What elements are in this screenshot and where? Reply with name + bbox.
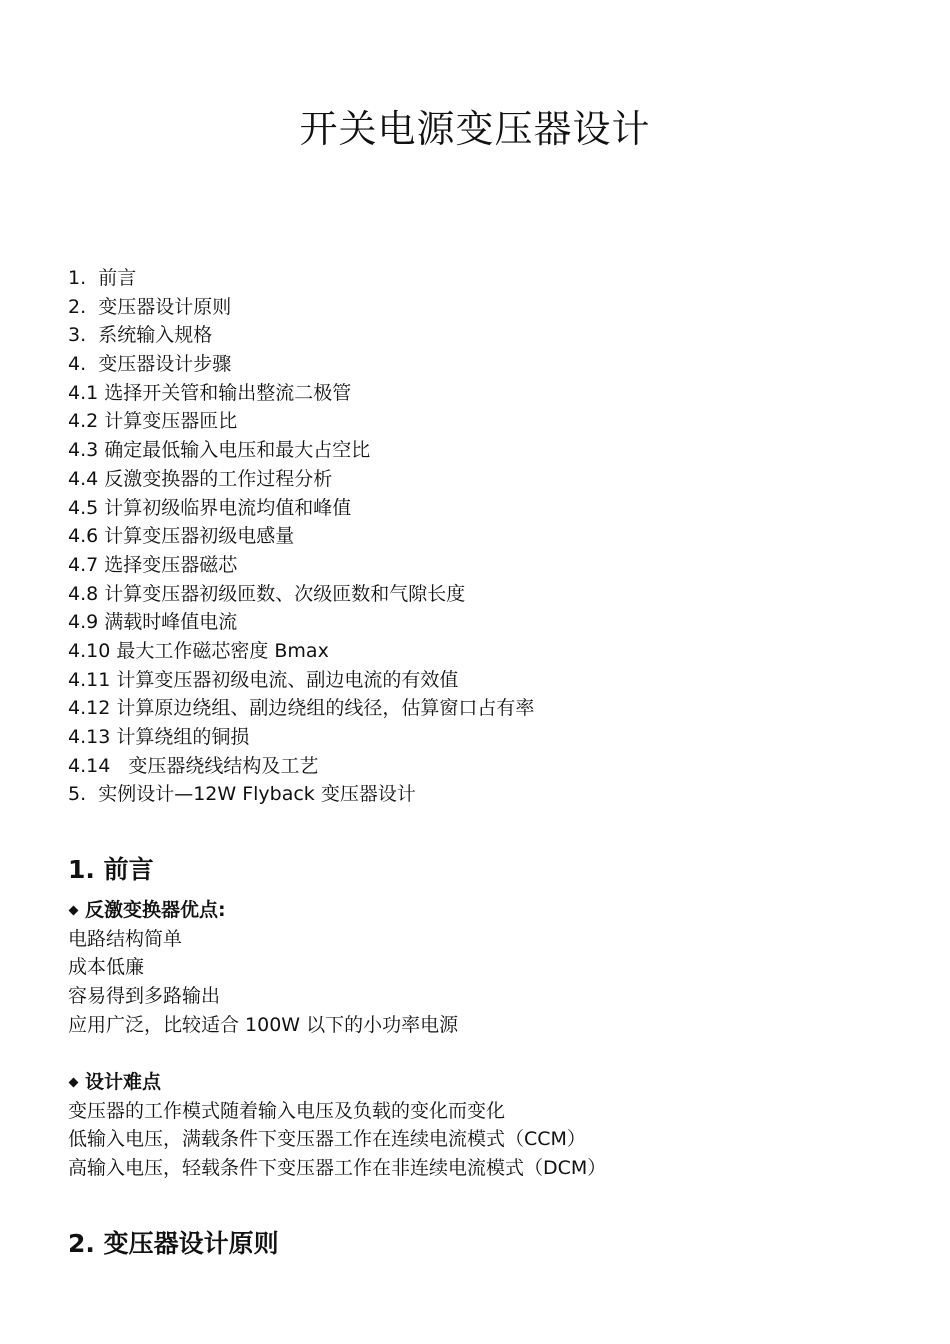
toc-item: 4.6 计算变压器初级电感量 <box>68 525 295 548</box>
toc-item: 4.2 计算变压器匝比 <box>68 410 238 433</box>
toc-item: 4.14 变压器绕线结构及工艺 <box>68 754 319 777</box>
advantages-block <box>68 896 458 1039</box>
difficulty-line: 变压器的工作模式随着输入电压及负载的变化而变化 <box>68 1099 506 1122</box>
diamond-icon <box>69 905 79 915</box>
toc-item: 4.1 选择开关管和输出整流二极管 <box>68 381 352 404</box>
advantages-label-row <box>68 896 458 925</box>
difficulty-line: 低输入电压，满载条件下变压器工作在连续电流模式（CCM） <box>68 1128 586 1151</box>
toc-item: 4. 变压器设计步骤 <box>68 353 232 376</box>
difficulty-line: 高输入电压，轻载条件下变压器工作在非连续电流模式（DCM） <box>68 1157 607 1180</box>
difficulties-block <box>68 1068 606 1183</box>
toc-item: 4.7 选择变压器磁芯 <box>68 553 238 576</box>
section-heading-principle: 2. 变压器设计原则 <box>68 1229 279 1258</box>
toc-item: 3. 系统输入规格 <box>68 324 213 347</box>
advantage-line: 容易得到多路输出 <box>68 985 221 1008</box>
toc-item: 4.4 反激变换器的工作过程分析 <box>68 467 333 490</box>
section-heading-intro: 1. 前言 <box>68 855 154 884</box>
advantages-label: 反激变换器优点: <box>85 899 226 921</box>
toc-item: 1. 前言 <box>68 267 137 289</box>
toc-item: 4.5 计算初级临界电流均值和峰值 <box>68 496 352 519</box>
toc-item: 4.13 计算绕组的铜损 <box>68 726 250 748</box>
toc-item: 4.10 最大工作磁芯密度 Bmax <box>68 639 329 662</box>
toc-item: 4.12 计算原边绕组、副边绕组的线径，估算窗口占有率 <box>68 697 535 720</box>
document-title: 开关电源变压器设计 <box>299 107 651 151</box>
diamond-icon <box>69 1077 79 1087</box>
toc-item: 4.3 确定最低输入电压和最大占空比 <box>68 439 371 462</box>
advantage-line: 电路结构简单 <box>68 927 183 950</box>
toc-item: 2. 变压器设计原则 <box>68 295 232 318</box>
advantage-line: 成本低廉 <box>68 956 145 979</box>
toc-item: 4.8 计算变压器初级匝数、次级匝数和气隙长度 <box>68 582 466 605</box>
toc-item: 4.11 计算变压器初级电流、副边电流的有效值 <box>68 668 459 691</box>
table-of-contents <box>68 264 534 809</box>
advantage-line: 应用广泛，比较适合 100W 以下的小功率电源 <box>68 1013 459 1036</box>
toc-item: 4.9 满载时峰值电流 <box>68 611 238 634</box>
difficulties-label: 设计难点 <box>85 1071 162 1093</box>
toc-item: 5. 实例设计—12W Flyback 变压器设计 <box>68 783 416 806</box>
difficulties-label-row <box>68 1068 606 1097</box>
